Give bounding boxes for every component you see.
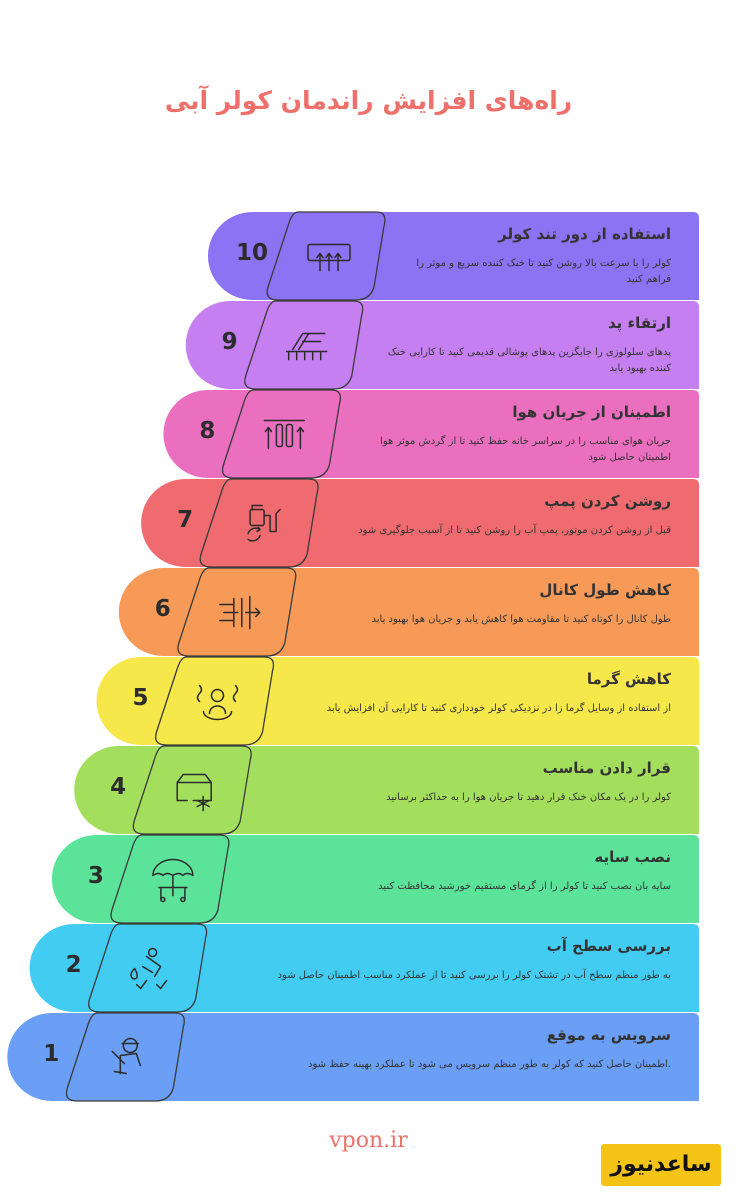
step-description: کولر را با سرعت بالا روشن کنید تا خنک کننده سریع و موثر را فراهم کنید [416,258,671,285]
step-number: 3 [87,863,104,889]
step-description: جریان هوای مناسب را در سراسر خانه حفظ کنید تا از گردش موثر هوا اطمینان حاصل شود [380,436,671,463]
step-description: طول کانال را کوتاه کنید تا مقاومت هوا کاهش یابد و جریان هوا بهبود یابد [371,614,671,625]
step-number: 8 [199,418,216,444]
step-description: قبل از روشن کردن موتور، پمپ آب را روشن کنید تا از آسیب جلوگیری شود [358,525,671,536]
step-title: روشن کردن پمپ [544,492,671,510]
step-title: اطمینان از جریان هوا [512,403,671,421]
step-description: از استفاده از وسایل گرما زا در نزدیکی کولر خودداری کنید تا کارایی آن افزایش یابد [326,703,671,714]
step-number: 9 [221,329,238,355]
step-title: کاهش گرما [586,670,671,688]
step-number: 5 [132,685,149,711]
page-title: راه‌های افزایش راندمان کولر آبی [164,86,573,115]
step-title: سرویس به موقع [546,1026,671,1044]
step-number: 6 [154,596,171,622]
step-number: 2 [65,952,82,978]
step-description: پدهای سلولوزی را جایگزین پدهای پوشالی قدیمی کنید تا کارایی خنک کننده بهبود یابد [387,347,671,374]
step-number: 4 [110,774,127,800]
step-number: 7 [177,507,194,533]
step-title: ارتقاء پد [607,314,671,332]
step-title: بررسی سطح آب [546,937,671,955]
step-title: استفاده از دور تند کولر [498,225,671,243]
step-description: به طور منظم سطح آب در تشتک کولر را بررسی کنید تا از عملکرد مناسب اطمینان حاصل شود [277,970,671,981]
step-title: قرار دادن مناسب [542,759,671,777]
step-description: .اطمینان حاصل کنید که کولر به طور منظم سرویس می شود تا عملکرد بهینه حفظ شود [308,1059,671,1070]
step-number: 10 [235,240,268,266]
step-title: کاهش طول کانال [539,581,671,599]
step-number: 1 [43,1041,60,1067]
site-url: vpon.ir [329,1128,408,1153]
step-description: سایه بان نصب کنید تا کولر را از گرمای مستقیم خورشید محافظت کنید [378,881,671,892]
saednews-logo: ساعدنیوز [601,1144,721,1186]
step-title: نصب سایه [594,848,671,866]
step-description: کولر را در یک مکان خنک قرار دهید تا جریان هوا را به حداکثر برسانید [386,792,671,803]
